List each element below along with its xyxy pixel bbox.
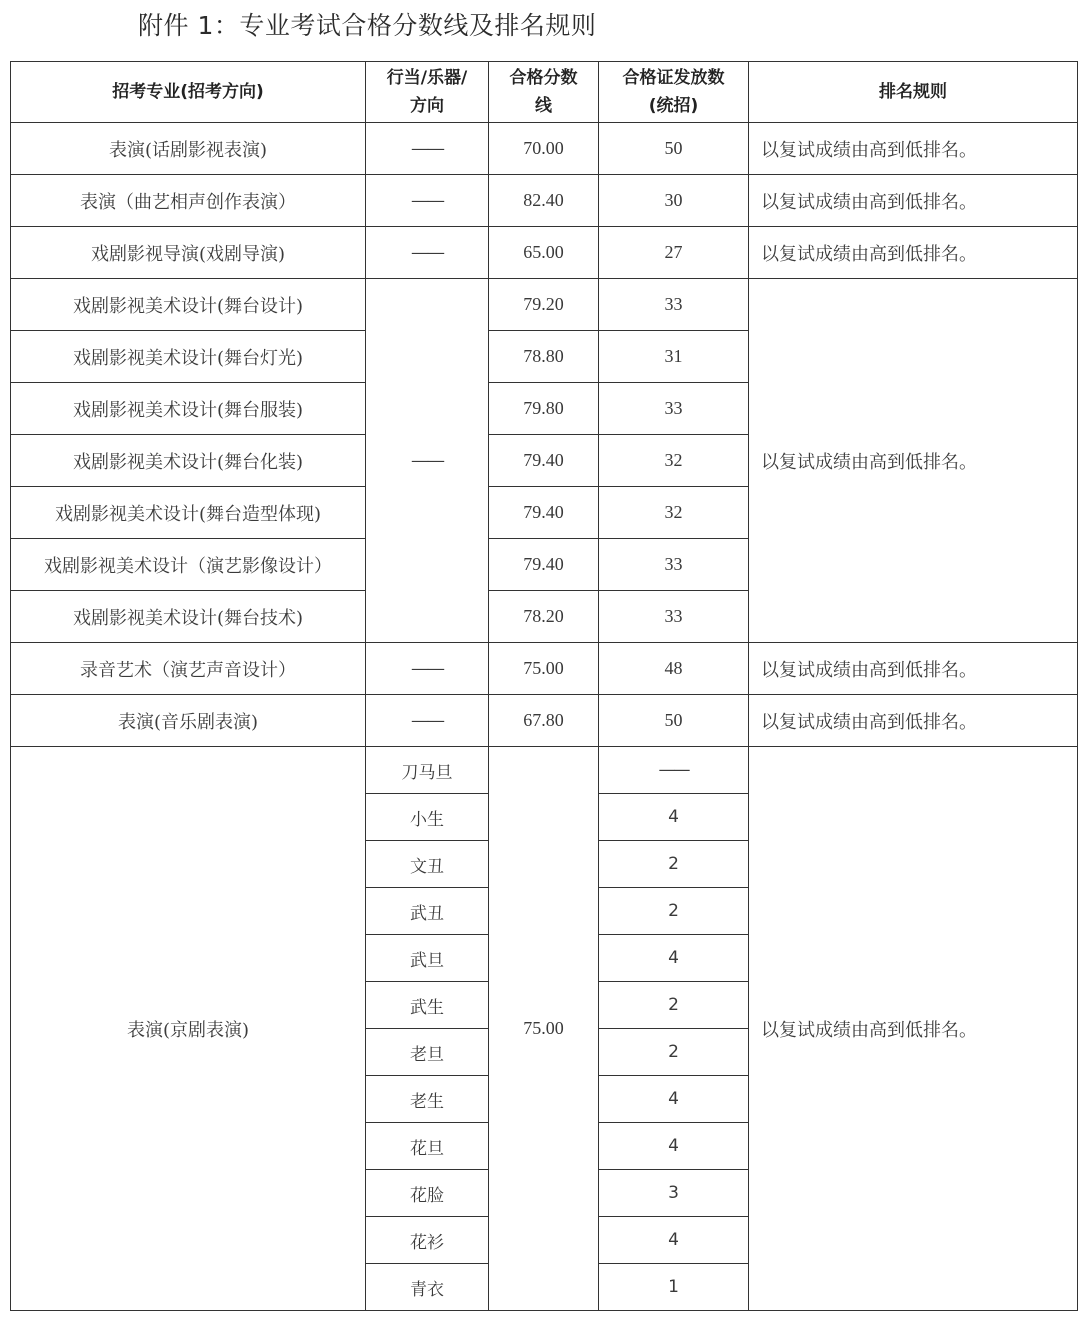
- rule-cell: 以复试成绩由高到低排名。: [749, 227, 1078, 279]
- table-row: [11, 695, 1078, 747]
- cert-cell: 4: [599, 1217, 749, 1264]
- score-cell: 82.40: [489, 175, 599, 227]
- table-row: [11, 227, 1078, 279]
- cert-cell: 2: [599, 841, 749, 888]
- rule-cell-merged: 以复试成绩由高到低排名。: [749, 747, 1078, 1311]
- rule-cell: 以复试成绩由高到低排名。: [749, 643, 1078, 695]
- role-cell: 武生: [366, 982, 489, 1029]
- role-cell: 武旦: [366, 935, 489, 982]
- score-cell: 79.40: [489, 487, 599, 539]
- cert-cell: 32: [599, 487, 749, 539]
- rule-cell: 以复试成绩由高到低排名。: [749, 175, 1078, 227]
- major-cell: 表演（曲艺相声创作表演）: [11, 175, 366, 227]
- cert-cell: 2: [599, 888, 749, 935]
- table-row: [11, 747, 1078, 794]
- cert-cell: 3: [599, 1170, 749, 1217]
- cert-cell: ——: [599, 747, 749, 794]
- cert-cell: 33: [599, 539, 749, 591]
- page-title: 附件 1：专业考试合格分数线及排名规则: [138, 11, 597, 40]
- role-cell: ——: [366, 175, 489, 227]
- score-cell: 79.40: [489, 435, 599, 487]
- major-cell: 表演(音乐剧表演): [11, 695, 366, 747]
- major-cell: 戏剧影视美术设计(舞台灯光): [11, 331, 366, 383]
- role-cell: 老旦: [366, 1029, 489, 1076]
- role-cell: 武丑: [366, 888, 489, 935]
- role-cell: 老生: [366, 1076, 489, 1123]
- major-cell: 录音艺术（演艺声音设计）: [11, 643, 366, 695]
- role-cell: 花旦: [366, 1123, 489, 1170]
- major-cell: 戏剧影视美术设计(舞台造型体现): [11, 487, 366, 539]
- major-cell: 表演(话剧影视表演): [11, 123, 366, 175]
- header-role: 行当/乐器/ 方向: [366, 62, 489, 123]
- table-row: [11, 123, 1078, 175]
- cert-cell: 32: [599, 435, 749, 487]
- header-rule: 排名规则: [749, 62, 1078, 123]
- score-cell: 65.00: [489, 227, 599, 279]
- table-row: [11, 175, 1078, 227]
- cert-cell: 2: [599, 982, 749, 1029]
- score-cell: 79.20: [489, 279, 599, 331]
- score-cell: 67.80: [489, 695, 599, 747]
- major-cell: 戏剧影视美术设计(舞台设计): [11, 279, 366, 331]
- role-cell: 花衫: [366, 1217, 489, 1264]
- score-cell: 79.80: [489, 383, 599, 435]
- cert-cell: 50: [599, 123, 749, 175]
- major-cell: 戏剧影视美术设计(舞台服装): [11, 383, 366, 435]
- header-score: 合格分数 线: [489, 62, 599, 123]
- role-cell: ——: [366, 227, 489, 279]
- major-cell: 戏剧影视导演(戏剧导演): [11, 227, 366, 279]
- score-cell: 75.00: [489, 643, 599, 695]
- major-cell: 戏剧影视美术设计(舞台技术): [11, 591, 366, 643]
- score-cell: 79.40: [489, 539, 599, 591]
- major-cell: 戏剧影视美术设计（演艺影像设计）: [11, 539, 366, 591]
- cert-cell: 33: [599, 591, 749, 643]
- cert-cell: 27: [599, 227, 749, 279]
- header-major: 招考专业(招考方向): [11, 62, 366, 123]
- header-cert: 合格证发放数 (统招): [599, 62, 749, 123]
- cert-cell: 2: [599, 1029, 749, 1076]
- role-cell: ——: [366, 643, 489, 695]
- role-cell-merged: ——: [366, 279, 489, 643]
- rule-cell: 以复试成绩由高到低排名。: [749, 695, 1078, 747]
- score-cell: 70.00: [489, 123, 599, 175]
- score-table: [10, 61, 1078, 1311]
- role-cell: ——: [366, 695, 489, 747]
- role-cell: 刀马旦: [366, 747, 489, 794]
- role-cell: 花脸: [366, 1170, 489, 1217]
- cert-cell: 33: [599, 383, 749, 435]
- major-cell-merged: 表演(京剧表演): [11, 747, 366, 1311]
- cert-cell: 31: [599, 331, 749, 383]
- score-cell: 78.20: [489, 591, 599, 643]
- role-cell: 青衣: [366, 1264, 489, 1311]
- header-row: [11, 62, 1078, 123]
- cert-cell: 30: [599, 175, 749, 227]
- table-row: [11, 279, 1078, 331]
- table-row: [11, 643, 1078, 695]
- role-cell: 文丑: [366, 841, 489, 888]
- rule-cell: 以复试成绩由高到低排名。: [749, 123, 1078, 175]
- cert-cell: 4: [599, 935, 749, 982]
- cert-cell: 48: [599, 643, 749, 695]
- cert-cell: 4: [599, 794, 749, 841]
- cert-cell: 4: [599, 1076, 749, 1123]
- cert-cell: 4: [599, 1123, 749, 1170]
- role-cell: ——: [366, 123, 489, 175]
- score-cell-merged: 75.00: [489, 747, 599, 1311]
- cert-cell: 33: [599, 279, 749, 331]
- cert-cell: 1: [599, 1264, 749, 1311]
- major-cell: 戏剧影视美术设计(舞台化装): [11, 435, 366, 487]
- rule-cell-merged: 以复试成绩由高到低排名。: [749, 279, 1078, 643]
- score-cell: 78.80: [489, 331, 599, 383]
- role-cell: 小生: [366, 794, 489, 841]
- cert-cell: 50: [599, 695, 749, 747]
